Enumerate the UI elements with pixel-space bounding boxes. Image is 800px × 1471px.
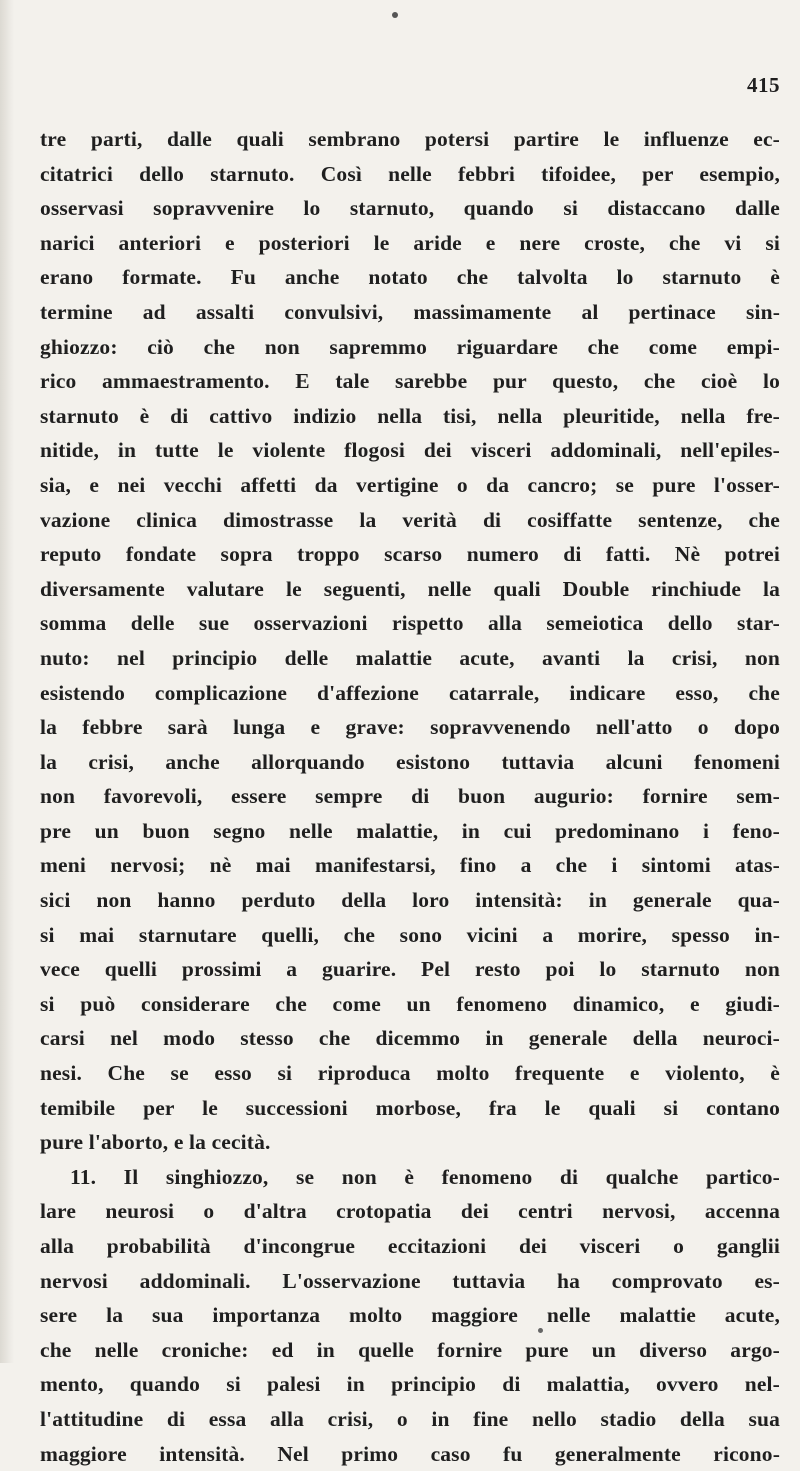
text-line: che nelle croniche: ed in quelle fornire pure un diverso argo-	[40, 1337, 780, 1362]
text-line: reputo fondate sopra troppo scarso numero di fatti. Nè potrei	[40, 542, 780, 567]
page-edge-shadow	[0, 0, 14, 1363]
text-line: meni nervosi; nè mai manifestarsi, fino a che i sintomi atas-	[40, 853, 780, 878]
body-text	[40, 122, 780, 1471]
text-line: nitide, in tutte le violente flogosi dei visceri addominali, nell'epiles-	[40, 438, 780, 463]
text-line: narici anteriori e posteriori le aride e nere croste, che vi si	[40, 230, 780, 255]
text-line: maggiore intensità. Nel primo caso fu generalmente ricono-	[40, 1441, 780, 1466]
text-line: nuto: nel principio delle malattie acute, avanti la crisi, non	[40, 645, 780, 670]
text-line: starnuto è di cattivo indizio nella tisi, nella pleuritide, nella fre-	[40, 403, 780, 428]
text-line: tre parti, dalle quali sembrano potersi partire le influenze ec-	[40, 127, 780, 151]
text-line: diversamente valutare le seguenti, nelle quali Double rinchiude la	[40, 576, 780, 601]
text-line: vazione clinica dimostrasse la verità di cosiffatte sentenze, che	[40, 507, 780, 532]
text-line: mento, quando si palesi in principio di malattia, ovvero nel-	[40, 1372, 780, 1397]
text-line: si mai starnutare quelli, che sono vicini a morire, spesso in-	[40, 922, 780, 947]
section-start-line: 11. Il singhiozzo, se non è fenomeno di qualche partico-	[70, 1164, 780, 1189]
text-line: termine ad assalti convulsivi, massimamente al pertinace sin-	[40, 299, 780, 324]
text-line: esistendo complicazione d'affezione catarrale, indicare esso, che	[40, 680, 780, 705]
page-number: 415	[747, 73, 780, 97]
text-line: sici non hanno perduto della loro intensità: in generale qua-	[40, 888, 780, 913]
text-line: non favorevoli, essere sempre di buon augurio: fornire sem-	[40, 784, 780, 809]
text-line: somma delle sue osservazioni rispetto alla semeiotica dello star-	[40, 611, 780, 636]
text-line: nesi. Che se esso si riproduca molto frequente e violento, è	[40, 1061, 780, 1086]
text-line: vece quelli prossimi a guarire. Pel resto poi lo starnuto non	[40, 957, 780, 982]
text-line: nervosi addominali. L'osservazione tuttavia ha comprovato es-	[40, 1268, 780, 1293]
text-line: si può considerare che come un fenomeno dinamico, e giudi-	[40, 991, 780, 1016]
text-line: sia, e nei vecchi affetti da vertigine o da cancro; se pure l'osser-	[40, 472, 780, 497]
text-line: rico ammaestramento. E tale sarebbe pur questo, che cioè lo	[40, 369, 780, 394]
text-line: osservasi sopravvenire lo starnuto, quando si distaccano dalle	[40, 196, 780, 221]
text-line: citatrici dello starnuto. Così nelle febbri tifoidee, per esempio,	[40, 161, 780, 186]
text-line: l'attitudine di essa alla crisi, o in fine nello stadio della sua	[40, 1406, 780, 1431]
text-line: pre un buon segno nelle malattie, in cui predominano i feno-	[40, 818, 780, 843]
text-line: ghiozzo: ciò che non sapremmo riguardare che come empi-	[40, 334, 780, 359]
text-line: pure l'aborto, e la cecità.	[40, 1130, 271, 1155]
text-line: lare neurosi o d'altra crotopatia dei centri nervosi, accenna	[40, 1199, 780, 1224]
text-line: temibile per le successioni morbose, fra le quali si contano	[40, 1095, 780, 1120]
ink-speck	[538, 1328, 543, 1333]
ink-speck	[392, 12, 398, 18]
text-line: la febbre sarà lunga e grave: sopravvenendo nell'atto o dopo	[40, 715, 780, 740]
text-line: la crisi, anche allorquando esistono tuttavia alcuni fenomeni	[40, 749, 780, 774]
text-line: sere la sua importanza molto maggiore nelle malattie acute,	[40, 1303, 780, 1328]
text-line: alla probabilità d'incongrue eccitazioni dei visceri o ganglii	[40, 1234, 780, 1258]
text-line: erano formate. Fu anche notato che talvolta lo starnuto è	[40, 265, 780, 290]
text-line: carsi nel modo stesso che dicemmo in generale della neuroci-	[40, 1026, 780, 1051]
